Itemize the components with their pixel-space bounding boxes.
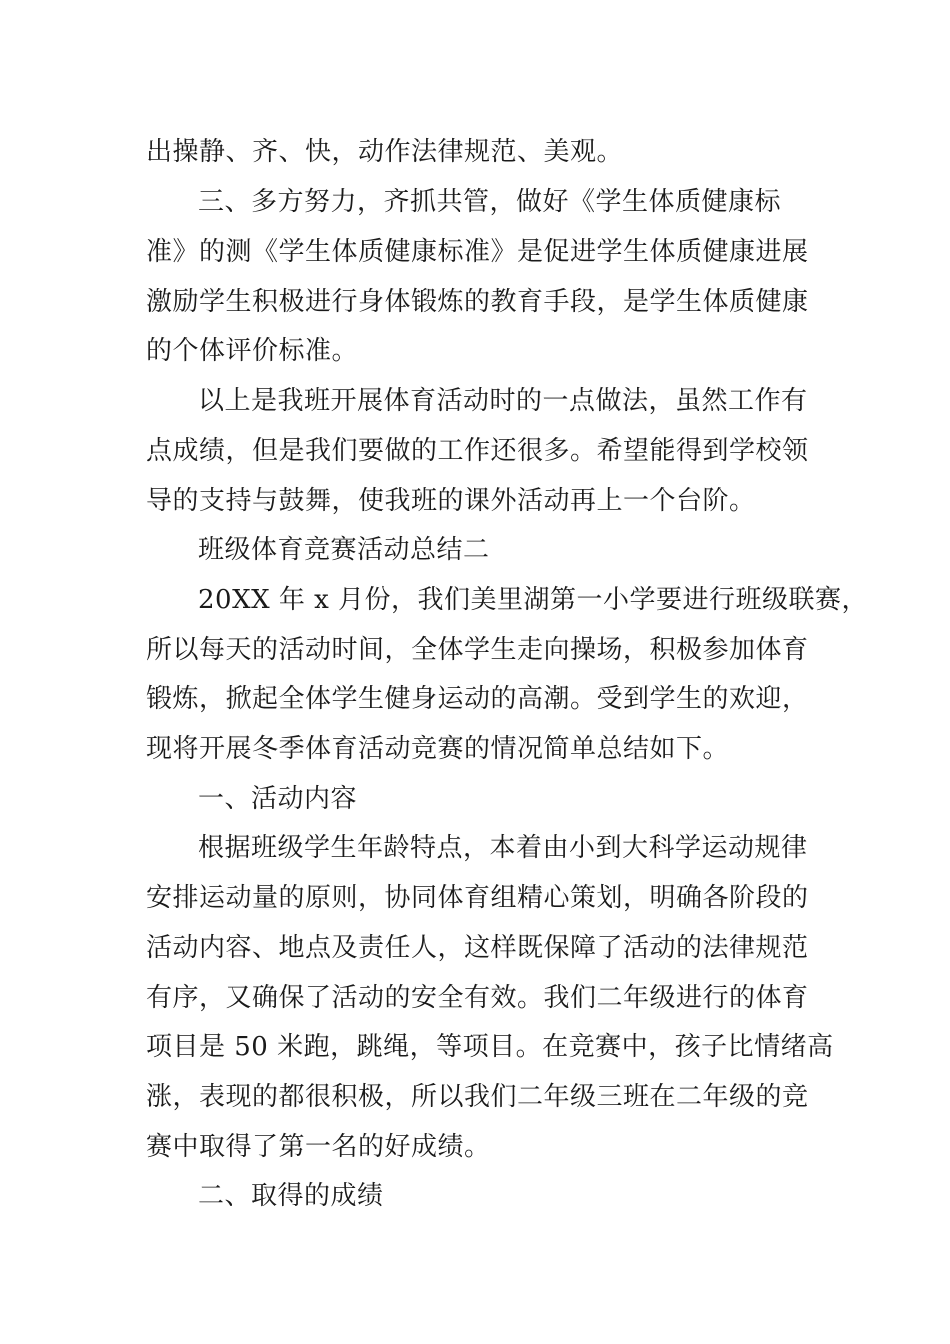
document-subtitle: 班级体育竞赛活动总结二 (198, 535, 490, 565)
section-heading-one: 一、活动内容 (198, 784, 358, 814)
text-line: 所以每天的活动时间，全体学生走向操场，积极参加体育 (146, 635, 809, 665)
text-line: 活动内容、地点及责任人，这样既保障了活动的法律规范 (146, 933, 809, 963)
text-line: 的个体评价标准。 (146, 336, 359, 366)
text-line: 项目是 50 米跑，跳绳，等项目。在竞赛中，孩子比情绪高 (146, 1032, 834, 1062)
text-line: 赛中取得了第一名的好成绩。 (146, 1132, 491, 1162)
paragraph-start: 20XX 年 x 月份，我们美里湖第一小学要进行班级联赛， (198, 585, 869, 615)
text-line: 安排运动量的原则，协同体育组精心策划，明确各阶段的 (146, 883, 809, 913)
text-line: 点成绩，但是我们要做的工作还很多。希望能得到学校领 (146, 436, 809, 466)
text-line: 有序，又确保了活动的安全有效。我们二年级进行的体育 (146, 983, 809, 1013)
text-line: 导的支持与鼓舞，使我班的课外活动再上一个台阶。 (146, 486, 756, 516)
text-line: 出操静、齐、快，动作法律规范、美观。 (146, 137, 624, 167)
section-heading-three: 三、多方努力，齐抓共管，做好《学生体质健康标 (198, 187, 782, 217)
section-heading-two: 二、取得的成绩 (198, 1181, 384, 1211)
text-line: 准》的测《学生体质健康标准》是促进学生体质健康进展 (146, 237, 809, 267)
text-line: 锻炼，掀起全体学生健身运动的高潮。受到学生的欢迎， (146, 684, 809, 714)
text-line: 涨，表现的都很积极，所以我们二年级三班在二年级的竞 (146, 1082, 809, 1112)
text-line: 现将开展冬季体育活动竞赛的情况简单总结如下。 (146, 734, 730, 764)
paragraph-start: 根据班级学生年龄特点，本着由小到大科学运动规律 (198, 833, 808, 863)
paragraph-start: 以上是我班开展体育活动时的一点做法，虽然工作有 (198, 386, 808, 416)
text-line: 激励学生积极进行身体锻炼的教育手段，是学生体质健康 (146, 287, 809, 317)
